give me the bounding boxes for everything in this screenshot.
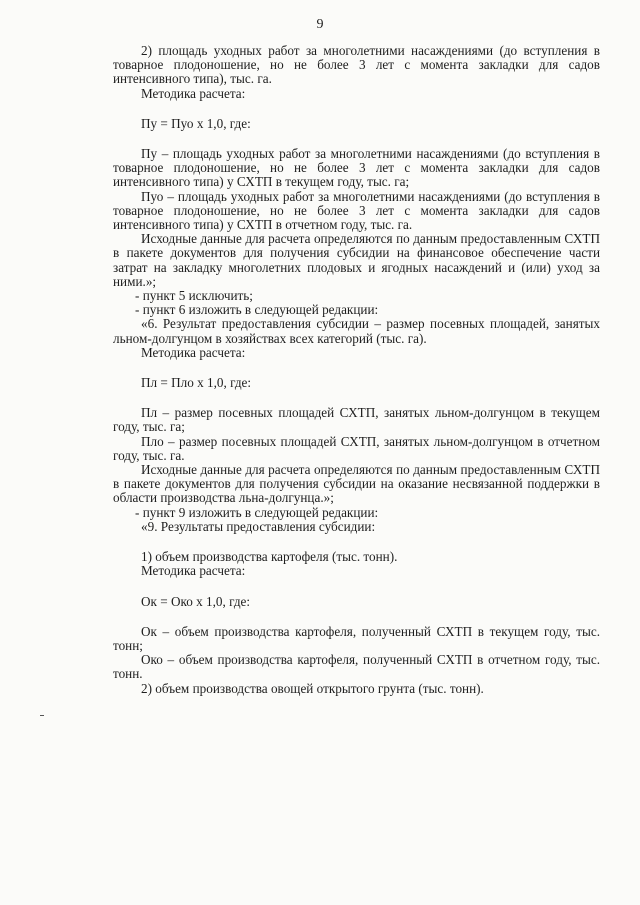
document-body	[113, 44, 600, 696]
definition-pu: Пу – площадь уходных работ за многолетними насаждениями (до вступления в товарное плодоношение, но не более 3 лет с момента закладки для садов интенсивного типа) у СХТП в текущем году, тыс. га;	[113, 146, 600, 190]
definition-plo: Пло – размер посевных площадей СХТП, занятых льном-долгунцом в отчетном году, тыс. га.	[113, 433, 600, 463]
result-6-paragraph: «6. Результат предоставления субсидии – размер посевных площадей, занятых льном-долгунцом в хозяйствах всех категорий (тыс. га).	[113, 316, 600, 346]
definition-pl: Пл – размер посевных площадей СХТП, занятых льном-долгунцом в текущем году, тыс. га;	[113, 405, 600, 435]
method-heading: Методика расчета:	[141, 344, 246, 360]
definition-ok: Ок – объем производства картофеля, полученный СХТП в текущем году, тыс. тонн;	[113, 623, 600, 653]
result-9-item-2: 2) объем производства овощей открытого грунта (тыс. тонн).	[141, 680, 484, 696]
page-number: 9	[316, 17, 324, 32]
source-data-paragraph: Исходные данные для расчета определяются по данным предоставленным СХТП в пакете документов для получения субсидии на финансовое обеспечение части затрат на закладку многолетних плодовых и ягодных насаждений и (или) уход за ними.»;	[113, 231, 600, 289]
source-data-paragraph: Исходные данные для расчета определяются по данным предоставленным СХТП в пакете документов для получения субсидии на оказание несвязанной поддержки в области производства льна-долгунца.»;	[113, 462, 600, 506]
formula-ok: Ок = Око х 1,0, где:	[141, 593, 251, 609]
scan-mark	[40, 715, 44, 716]
formula-pu: Пу = Пуо х 1,0, где:	[141, 115, 251, 131]
amendment-item-6: - пункт 6 изложить в следующей редакции:	[135, 302, 379, 318]
definition-oko: Око – объем производства картофеля, полученный СХТП в отчетном году, тыс. тонн.	[113, 652, 600, 682]
method-heading: Методика расчета:	[141, 563, 246, 579]
amendment-item-5: - пункт 5 исключить;	[135, 288, 253, 304]
paragraph-item-2: 2) площадь уходных работ за многолетними насаждениями (до вступления в товарное плодоношение, но не более 3 лет с момента закладки для садов интенсивного типа), тыс. га.	[113, 43, 600, 87]
formula-pl: Пл = Пло х 1,0, где:	[141, 375, 252, 391]
method-heading: Методика расчета:	[141, 85, 246, 101]
result-9-heading: «9. Результаты предоставления субсидии:	[141, 518, 376, 534]
amendment-item-9: - пункт 9 изложить в следующей редакции:	[135, 504, 379, 520]
definition-puo: Пуо – площадь уходных работ за многолетними насаждениями (до вступления в товарное плодоношение, но не более 3 лет с момента закладки для садов интенсивного типа) у СХТП в отчетном году, тыс. га.	[113, 188, 600, 233]
result-9-item-1: 1) объем производства картофеля (тыс. тонн).	[141, 549, 398, 565]
